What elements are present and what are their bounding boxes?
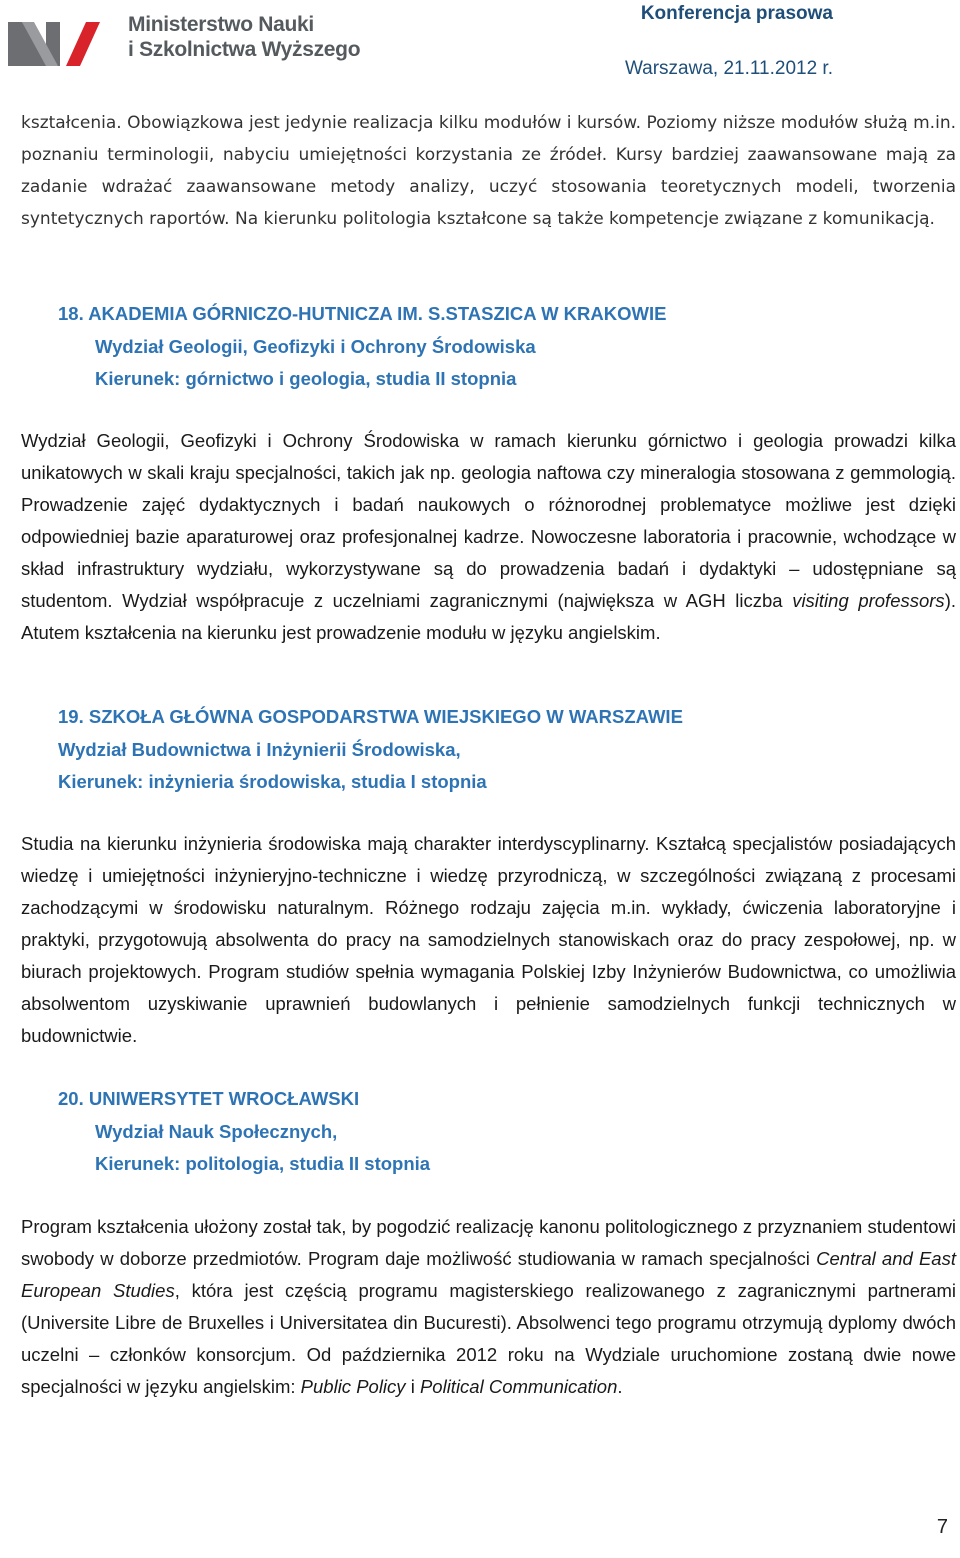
body-text: Wydział Geologii, Geofizyki i Ochrony Środowiska w ramach kierunku górnictwo i geologia prowadzi kilka unikatowych w skali kraju specjalności, takich jak np. geologia naftowa czy mineralogia stosowana z gemmologią. Prowadzenie zajęć dydaktycznych i badań naukowych o różnorodnej problematyce możliwe jest dzięki odpowiedniej bazie aparaturowej oraz profesjonalnej kadrze. Nowoczesne laboratoria i pracownie, wchodzące w skład infrastruktury wydziału, wykorzystywane są do prowadzenia badań i dydaktyki – udostępniane są studentom. Wydział współpracuje z uczelniami zagranicznymi (największa w AGH liczba — [21, 430, 956, 611]
body-text: , która jest częścią programu magisterskiego realizowanego z zagranicznymi partnerami (Universite Libre de Bruxelles i Universitatea din Bucuresti). Absolwenci tego programu otrzymują dyplomy dwóch uczelni – członków konsorcjum. Od października 2012 roku na Wydziale uruchomione zostaną dwie nowe specjalności w języku angielskim: — [21, 1280, 956, 1397]
conference-label: Konferencja prasowa — [640, 3, 833, 24]
body-italic: Political Communication — [419, 1376, 618, 1397]
university-name: AKADEMIA GÓRNICZO-HUTNICZA IM. S.STASZICA W KRAKOWIE — [88, 303, 667, 324]
section-number: 19. — [58, 706, 84, 727]
faculty-name: Wydział Nauk Społecznych, — [95, 1120, 338, 1142]
faculty-name: Wydział Geologii, Geofizyki i Ochrony Środowiska — [95, 335, 536, 357]
field-of-study: Kierunek: górnictwo i geologia, studia II stopnia — [95, 368, 517, 389]
ministry-name — [128, 12, 360, 62]
section-number: 20. — [58, 1088, 84, 1109]
field-of-study: Kierunek: inżynieria środowiska, studia I stopnia — [58, 771, 487, 792]
body-text: ). Atutem kształcenia na kierunku jest prowadzenie modułu w języku angielskim. — [21, 590, 956, 643]
section-20-body — [21, 1211, 956, 1403]
ministry-name-line1: Ministerstwo Nauki — [128, 13, 314, 36]
page-number: 7 — [936, 1516, 948, 1538]
section-18-heading — [58, 298, 666, 396]
body-italic: Central and East European Studies — [21, 1248, 956, 1301]
section-19-heading — [58, 701, 683, 799]
university-name: SZKOŁA GŁÓWNA GOSPODARSTWA WIEJSKIEGO W WARSZAWIE — [88, 706, 683, 727]
header-info — [625, 2, 833, 81]
section-number: 18. — [58, 303, 84, 324]
ministry-logo-icon — [8, 14, 108, 66]
section-20-heading — [58, 1083, 430, 1181]
body-text: . — [617, 1376, 623, 1397]
body-text: i — [405, 1376, 420, 1397]
field-of-study: Kierunek: politologia, studia II stopnia — [95, 1153, 431, 1174]
body-italic: visiting professors — [792, 590, 945, 611]
university-name: UNIWERSYTET WROCŁAWSKI — [88, 1088, 360, 1109]
date-label: Warszawa, 21.11.2012 r. — [624, 58, 833, 79]
section-19-body: Studia na kierunku inżynieria środowiska mają charakter interdyscyplinarny. Kształcą specjalistów posiadających wiedzę i umiejętności inżynieryjno-techniczne i wiedzę przyrodniczą, w szczególności związaną z procesami zachodzącymi w środowisku naturalnym. Różnego rodzaju zajęcia m.in. wykłady, ćwiczenia laboratoryjne i praktyki, przygotowują absolwenta do pracy na samodzielnych stanowiskach oraz do pracy zespołowej, np. w biurach projektowych. Program studiów spełnia wymagania Polskiej Izby Inżynierów Budownictwa, co umożliwia absolwentom uzyskiwanie uprawnień budowlanych i pełnienie samodzielnych funkcji technicznych w budownictwie. — [21, 833, 956, 1046]
body-text: Program kształcenia ułożony został tak, by pogodzić realizację kanonu politologicznego z przyznaniem studentowi swobody w doborze przedmiotów. Program daje możliwość studiowania w ramach specjalności — [21, 1216, 956, 1269]
ministry-name-line2: i Szkolnictwa Wyższego — [128, 38, 361, 61]
section-18-body — [21, 425, 956, 649]
faculty-name: Wydział Budownictwa i Inżynierii Środowiska, — [58, 738, 461, 760]
body-italic: Public Policy — [300, 1376, 406, 1397]
intro-paragraph: kształcenia. Obowiązkowa jest jedynie realizacja kilku modułów i kursów. Poziomy niższe modułów służą m.in. poznaniu terminologii, nabyciu umiejętności korzystania ze źródeł. Kursy bardziej zaawansowane mają za zadanie wdrażać zaawansowane metody analizy, uczyć stosowania teoretycznych modeli, tworzenia syntetycznych raportów. Na kierunku politologia kształcone są także kompetencje związane z komunikacją. — [21, 113, 956, 229]
